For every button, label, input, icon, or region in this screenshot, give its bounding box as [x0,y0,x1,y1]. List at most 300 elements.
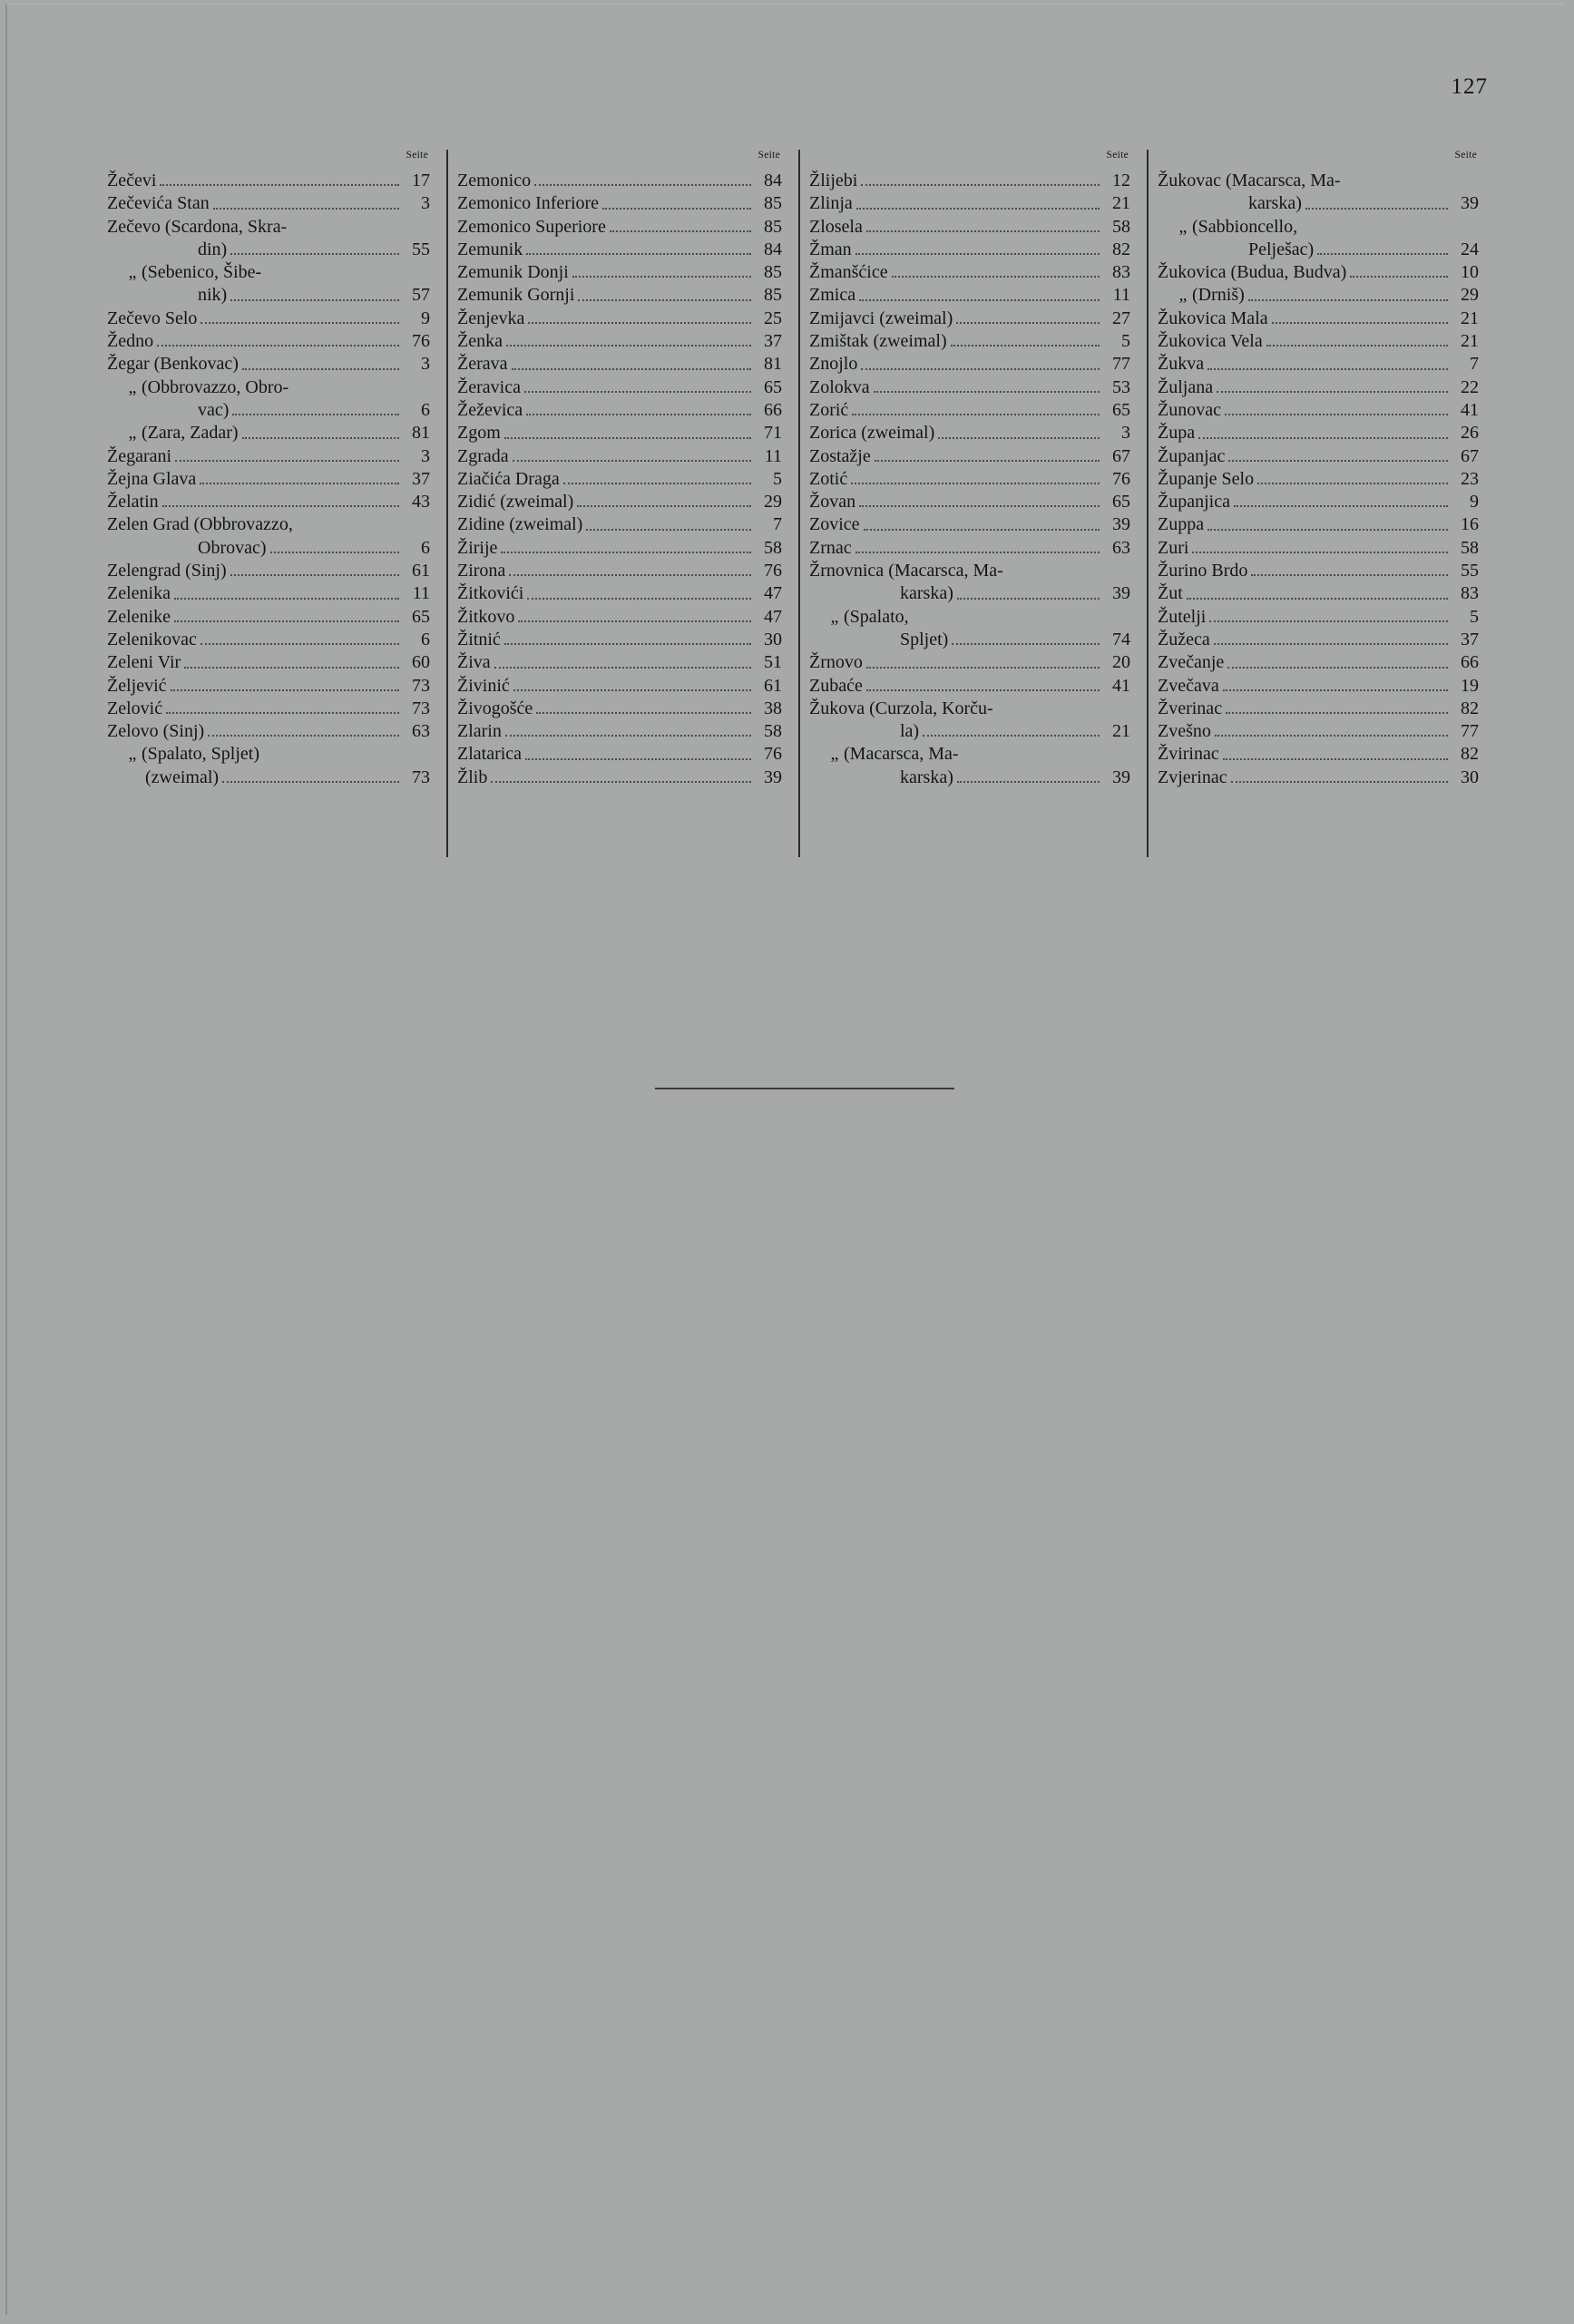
entry-name-text: Žuljana [1158,376,1214,397]
entry-name-text: Žukovica (Budua, Budva) [1158,262,1347,283]
entry-name-text: Zolokva [809,376,870,397]
entry-name-text: Zuri [1158,537,1189,558]
dot-leader [222,781,399,783]
entry-page: 82 [1461,698,1479,718]
dot-leader [855,253,1100,255]
entry-name-text: Zemonico Superiore [457,216,606,237]
entry-page: 27 [1112,308,1130,328]
entry-name [457,445,509,468]
entry-name [1158,560,1247,582]
index-entry [457,216,798,239]
entry-page: 65 [764,376,782,397]
dot-leader [526,414,751,415]
dot-leader [527,598,751,600]
entry-name-text: Žurino Brdo [1158,561,1248,581]
entry-page: 82 [1112,239,1130,259]
dot-leader [1234,505,1448,507]
entry-name-text: Željević [107,675,167,696]
entry-name-text: Zečevo Selo [107,308,198,328]
entry-name-text: Zelen Grad (Obbrovazzo, [107,514,293,535]
entry-name-text: din) [198,239,228,259]
dot-leader [923,735,1100,737]
entry-page: 57 [412,285,430,306]
dot-leader [913,620,1100,622]
entry-name [1158,330,1263,353]
dot-leader [242,368,399,370]
index-entry [1158,491,1495,513]
entry-page: 66 [764,399,782,420]
entry-name-text: (Obbrovazzo, Obro- [142,376,289,397]
dot-leader [957,598,1100,600]
index-entry [107,445,446,468]
index-entry [809,675,1147,698]
index-entry [809,698,1147,720]
entry-name-text: Zmištak (zweimal) [809,331,947,352]
entry-name [809,468,847,491]
index-entry [1158,582,1495,605]
entry-name-text: Žitkovo [457,606,515,627]
entry-page: 67 [1112,445,1130,466]
entry-page: 25 [764,308,782,328]
entry-page: 11 [1112,285,1130,306]
entry-name [809,767,953,789]
dot-leader [494,667,751,669]
entry-name-text: Žunovac [1158,399,1221,420]
index-entry [1158,239,1495,261]
entry-name [809,239,852,261]
entry-name [1158,308,1268,330]
entry-page: 26 [1461,423,1479,444]
entry-name [1158,651,1224,674]
column-header: Seite [758,150,780,161]
entry-name [809,376,870,399]
dot-leader [157,345,399,347]
entry-name-text: Zelengrad (Sinj) [107,561,227,581]
dot-leader [1266,345,1448,347]
index-entry [809,445,1147,468]
dot-leader [265,276,399,278]
entry-page: 76 [764,744,782,765]
ditto-mark: „ [1178,285,1188,306]
entry-name-text: Zostažje [809,445,871,466]
entry-name [107,468,196,491]
index-entry [457,743,798,766]
dot-leader [526,253,751,255]
index-entry [457,629,798,651]
page-number: 127 [1451,74,1488,99]
dot-leader [1223,689,1448,691]
index-entry [1158,468,1495,491]
entry-page: 61 [764,675,782,696]
entry-name-text: Zvečanje [1158,652,1225,673]
entry-page: 5 [773,468,782,489]
index-entry [1158,399,1495,422]
entry-name-text: (zweimal) [145,767,220,787]
entry-page: 81 [764,354,782,375]
dot-leader [951,345,1100,347]
entry-name [809,192,853,215]
entry-name-text: Pelješac) [1248,239,1315,259]
entry-name [107,284,227,307]
dot-leader [536,712,751,714]
index-entry [457,675,798,698]
entry-page: 19 [1461,675,1479,696]
entry-page: 30 [764,629,782,649]
entry-name [107,399,229,422]
entry-name [457,720,502,743]
entry-name [809,308,953,330]
entry-name-text: Zeleni Vir [107,652,181,673]
entry-list [809,170,1147,789]
dot-leader [1301,230,1448,232]
index-entry [107,422,446,444]
entry-page: 83 [1112,262,1130,283]
index-entry [1158,330,1495,353]
dot-leader [1248,299,1448,301]
index-entry [809,720,1147,743]
entry-page: 76 [764,561,782,581]
dot-leader [892,276,1100,278]
entry-name [1158,743,1219,766]
entry-name-text: Žrnovnica (Macarsca, Ma- [809,561,1003,581]
entry-name [457,239,523,261]
index-entry [457,606,798,629]
entry-name-text: Živa [457,652,491,673]
index-entry [1158,376,1495,399]
dot-leader [866,667,1100,669]
dot-leader [208,735,399,737]
entry-name-text: (Drniš) [1192,285,1245,306]
entry-name-text: Zorica (zweimal) [809,423,935,444]
dot-leader [938,437,1100,439]
closing-rule [655,1088,954,1089]
entry-name-text: Zlosela [809,216,863,237]
entry-name [1158,468,1254,491]
entry-page: 3 [421,445,430,466]
index-entry [1158,720,1495,743]
dot-leader [957,781,1100,783]
entry-name-text: Živinić [457,675,510,696]
entry-page: 85 [764,216,782,237]
index-entry [107,537,446,560]
index-entry [457,560,798,582]
index-entry [1158,767,1495,789]
index-entry [457,308,798,330]
index-entry [1158,629,1495,651]
dot-leader [292,391,399,393]
index-entry [809,261,1147,284]
entry-name-text: Zuppa [1158,514,1205,535]
entry-page: 58 [1461,537,1479,558]
entry-name [107,170,156,192]
index-entry [107,720,446,743]
entry-name-text: Zovice [809,514,860,535]
entry-name-text: la) [900,721,920,742]
entry-name-text: Zelenike [107,606,171,627]
dot-leader [174,598,399,600]
dot-leader [290,230,399,232]
entry-name [809,651,863,674]
dot-leader [501,552,751,553]
dot-leader [874,391,1100,393]
entry-name [107,422,239,444]
entry-name [809,606,909,629]
entry-name-text: Zrnac [809,537,852,558]
entry-name [1158,582,1183,605]
entry-name-text: Žukovac (Macarsca, Ma- [1158,171,1341,190]
entry-name [107,698,162,720]
entry-page: 76 [1112,468,1130,489]
entry-page: 39 [1112,514,1130,535]
index-entry [457,422,798,444]
entry-name-text: Zidić (zweimal) [457,492,574,513]
entry-name [1158,353,1204,376]
dot-leader [230,299,399,301]
entry-page: 5 [1121,331,1130,352]
index-entry [1158,513,1495,536]
entry-page: 81 [412,423,430,444]
dot-leader [864,529,1100,531]
dot-leader [859,299,1100,301]
entry-name-text: Zmijavci (zweimal) [809,308,953,328]
entry-name-text: Zvjerinac [1158,767,1227,787]
entry-name-text: Županje Selo [1158,468,1255,489]
index-entry [1158,170,1495,192]
dot-leader [505,735,751,737]
index-entry [107,513,446,536]
entry-name-text: Žečevi [107,171,157,190]
dot-leader [1225,414,1448,415]
entry-name-text: Žeravica [457,376,521,397]
entry-name [1158,445,1225,468]
entry-name-text: Žutelji [1158,606,1207,627]
dot-leader [855,552,1100,553]
entry-page: 21 [1112,193,1130,214]
entry-name-text: Zirona [457,561,506,581]
dot-leader [866,689,1100,691]
entry-name-text: Zečevića Stan [107,193,210,214]
entry-page: 23 [1461,468,1479,489]
dot-leader [1217,391,1448,393]
entry-name [457,284,574,307]
entry-name-text: Zemonico [457,171,532,190]
index-entry [809,330,1147,353]
entry-name [107,513,293,536]
entry-name-text: Žukovica Mala [1158,308,1268,328]
entry-name-text: Zvečava [1158,675,1219,696]
dot-leader [1272,322,1448,324]
dot-leader [1227,667,1448,669]
index-entry [809,239,1147,261]
index-entry [809,560,1147,582]
dot-leader [162,505,399,507]
index-entry [1158,261,1495,284]
entry-page: 63 [1112,537,1130,558]
index-entry [107,261,446,284]
entry-name-text: karska) [1248,193,1302,214]
index-entry [457,192,798,215]
entry-list [107,170,446,789]
entry-name [457,353,508,376]
entry-page: 21 [1461,331,1479,352]
entry-name [457,261,569,284]
entry-name [457,330,503,353]
dot-leader [1214,643,1448,645]
index-entry [457,353,798,376]
entry-page: 10 [1461,262,1479,283]
index-entry [1158,308,1495,330]
entry-name-text: Žitkovići [457,583,524,604]
index-entry [809,353,1147,376]
entry-name-text: Zemunik Donji [457,262,569,283]
entry-name-text: Žegarani [107,445,172,466]
dot-leader [232,414,399,415]
entry-name-text: Žmanšćice [809,262,888,283]
entry-page: 41 [1112,675,1130,696]
entry-page: 63 [412,721,430,742]
dot-leader [852,414,1100,415]
entry-name-text: Župa [1158,423,1196,444]
entry-name-text: Zelenikovac [107,629,197,649]
index-column-4 [1158,150,1495,857]
dot-leader [230,574,399,576]
entry-page: 67 [1461,445,1479,466]
entry-name [1158,170,1341,192]
entry-page: 65 [1112,399,1130,420]
entry-name [107,629,197,651]
entry-name-text: Žvirinac [1158,744,1219,765]
entry-name-text: Ziačića Draga [457,468,560,489]
column-header: Seite [406,150,428,161]
dot-leader [1223,758,1448,760]
index-entry [809,743,1147,766]
index-entry [107,216,446,239]
entry-page: 17 [412,171,430,190]
entry-page: 85 [764,193,782,214]
entry-name-text: Zotić [809,468,848,489]
index-entry [107,651,446,674]
entry-page: 55 [412,239,430,259]
index-entry [107,192,446,215]
index-entry [107,468,446,491]
dot-leader [952,643,1100,645]
entry-name-text: Žukva [1158,354,1205,375]
entry-name-text: Ženka [457,331,503,352]
index-entry [457,445,798,468]
index-entry [107,376,446,399]
dot-leader [242,437,399,439]
index-entry [1158,422,1495,444]
entry-name [457,192,599,215]
entry-name [457,606,514,629]
dot-leader [1207,529,1448,531]
index-entry [809,767,1147,789]
entry-page: 29 [764,492,782,513]
entry-name [457,216,606,239]
dot-leader [509,574,751,576]
entry-name [809,261,888,284]
ditto-mark: „ [830,744,839,765]
dot-leader [610,230,751,232]
dot-leader [1231,781,1448,783]
entry-name [107,651,181,674]
dot-leader [586,529,751,531]
index-entry [1158,537,1495,560]
dot-leader [997,712,1100,714]
entry-name [107,353,239,376]
entry-name [1158,513,1204,536]
entry-list [457,170,798,789]
index-entry [457,284,798,307]
entry-name [457,767,487,789]
entry-name-text: Žitnić [457,629,501,649]
entry-name [1158,216,1297,239]
entry-page: 76 [412,331,430,352]
index-entry [107,239,446,261]
entry-name [457,629,501,651]
index-entry [1158,698,1495,720]
entry-name-text: Zlarin [457,721,502,742]
dot-leader [200,483,399,484]
entry-list [1158,170,1495,789]
index-entry [1158,743,1495,766]
entry-name [107,767,219,789]
entry-name-text: Žužeca [1158,629,1210,649]
entry-name [107,606,171,629]
entry-page: 6 [421,537,430,558]
entry-name-text: Žukovica Vela [1158,331,1263,352]
dot-leader [513,689,751,691]
index-entry [457,491,798,513]
index-entry [1158,445,1495,468]
entry-page: 58 [764,721,782,742]
index-entry [809,629,1147,651]
index-entry [1158,353,1495,376]
dot-leader [528,322,751,324]
entry-name-text: Zgom [457,423,501,444]
ditto-mark: „ [1178,216,1188,237]
entry-page: 53 [1112,376,1130,397]
index-entry [107,330,446,353]
entry-page: 43 [412,492,430,513]
index-entry [1158,675,1495,698]
entry-page: 77 [1461,721,1479,742]
index-entry [809,192,1147,215]
entry-page: 21 [1112,721,1130,742]
index-entry [457,330,798,353]
entry-name [1158,376,1213,399]
dot-leader [270,552,399,553]
entry-name [1158,606,1206,629]
ditto-mark: „ [128,376,137,397]
entry-name [457,308,524,330]
dot-leader [563,483,751,484]
entry-name [457,491,573,513]
entry-page: 73 [412,675,430,696]
entry-name [1158,720,1211,743]
ditto-mark: „ [128,744,137,765]
entry-page: 7 [1470,354,1479,375]
index-entry [809,537,1147,560]
entry-page: 85 [764,262,782,283]
entry-name-text: Žirije [457,537,498,558]
index-entry [457,651,798,674]
entry-page: 9 [421,308,430,328]
entry-page: 74 [1112,629,1130,649]
entry-page: 82 [1461,744,1479,765]
entry-name [1158,698,1222,720]
entry-page: 7 [773,514,782,535]
